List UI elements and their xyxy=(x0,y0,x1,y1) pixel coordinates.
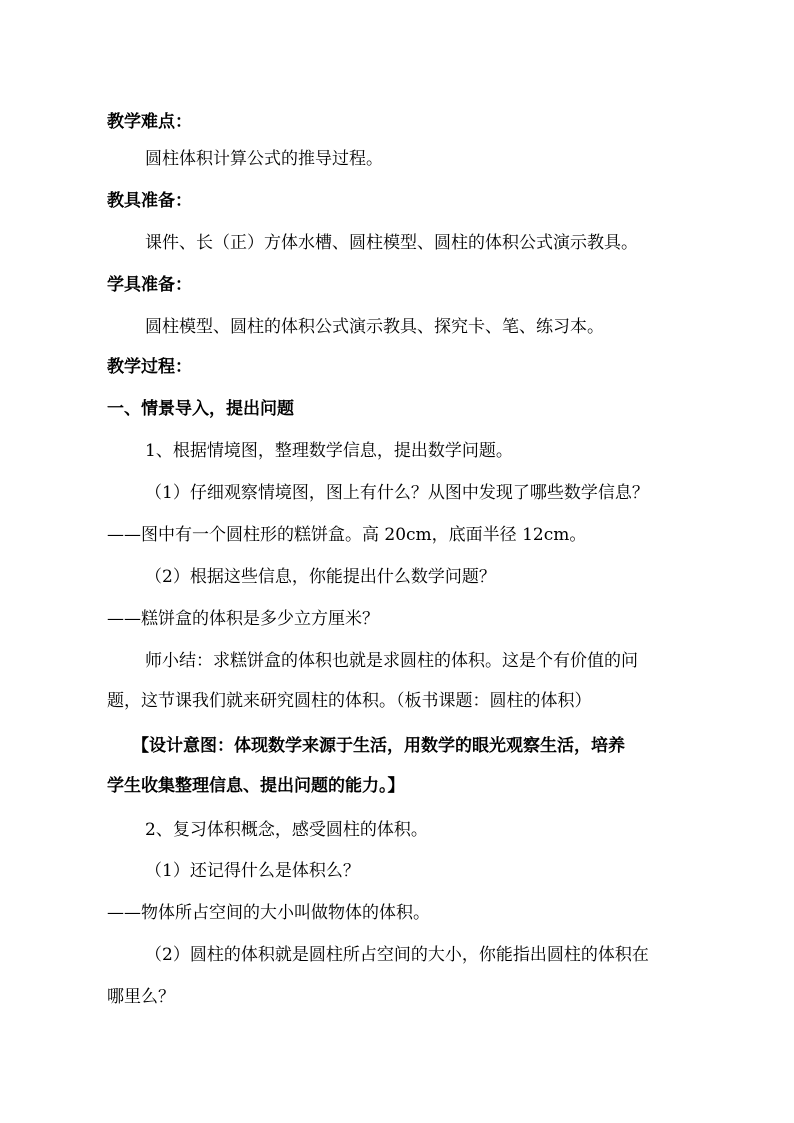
question-1: （1）仔细观察情境图，图上有什么？从图中发现了哪些数学信息？ xyxy=(145,483,649,503)
item-2: 2、复习体积概念，感受圆柱的体积。 xyxy=(145,820,428,840)
student-tools-text: 圆柱模型、圆柱的体积公式演示教具、探究卡、笔、练习本。 xyxy=(145,317,604,337)
item-1: 1、根据情境图，整理数学信息，提出数学问题。 xyxy=(145,441,513,461)
heading-teaching-process: 教学过程： xyxy=(107,357,192,377)
summary-line-1: 师小结：求糕饼盒的体积也就是求圆柱的体积。这是个有价值的问 xyxy=(145,651,638,671)
heading-teacher-tools: 教具准备： xyxy=(107,191,192,211)
question-3: （1）还记得什么是体积么？ xyxy=(145,861,360,881)
question-2: （2）根据这些信息，你能提出什么数学问题？ xyxy=(145,567,496,587)
heading-student-tools: 学具准备： xyxy=(107,275,192,295)
section-1-title: 一、情景导入，提出问题 xyxy=(107,399,294,419)
summary-line-2: 题，这节课我们就来研究圆柱的体积。（板书课题：圆柱的体积） xyxy=(107,691,592,711)
design-intent-line-1: 【设计意图：体现数学来源于生活，用数学的眼光观察生活，培养 xyxy=(132,736,625,756)
answer-2: ——糕饼盒的体积是多少立方厘米？ xyxy=(107,609,379,629)
question-4-line-2: 哪里么？ xyxy=(107,987,175,1007)
teacher-tools-text: 课件、长（正）方体水槽、圆柱模型、圆柱的体积公式演示教具。 xyxy=(145,233,638,253)
question-4-line-1: （2）圆柱的体积就是圆柱所占空间的大小，你能指出圆柱的体积在 xyxy=(145,945,649,965)
answer-3: ——物体所占空间的大小叫做物体的体积。 xyxy=(107,903,430,923)
answer-1: ——图中有一个圆柱形的糕饼盒。高 20cm，底面半径 12cm。 xyxy=(107,525,587,545)
heading-teaching-difficulty: 教学难点： xyxy=(107,112,192,132)
difficulty-text: 圆柱体积计算公式的推导过程。 xyxy=(145,149,383,169)
design-intent-line-2: 学生收集整理信息、提出问题的能力。】 xyxy=(107,776,405,796)
